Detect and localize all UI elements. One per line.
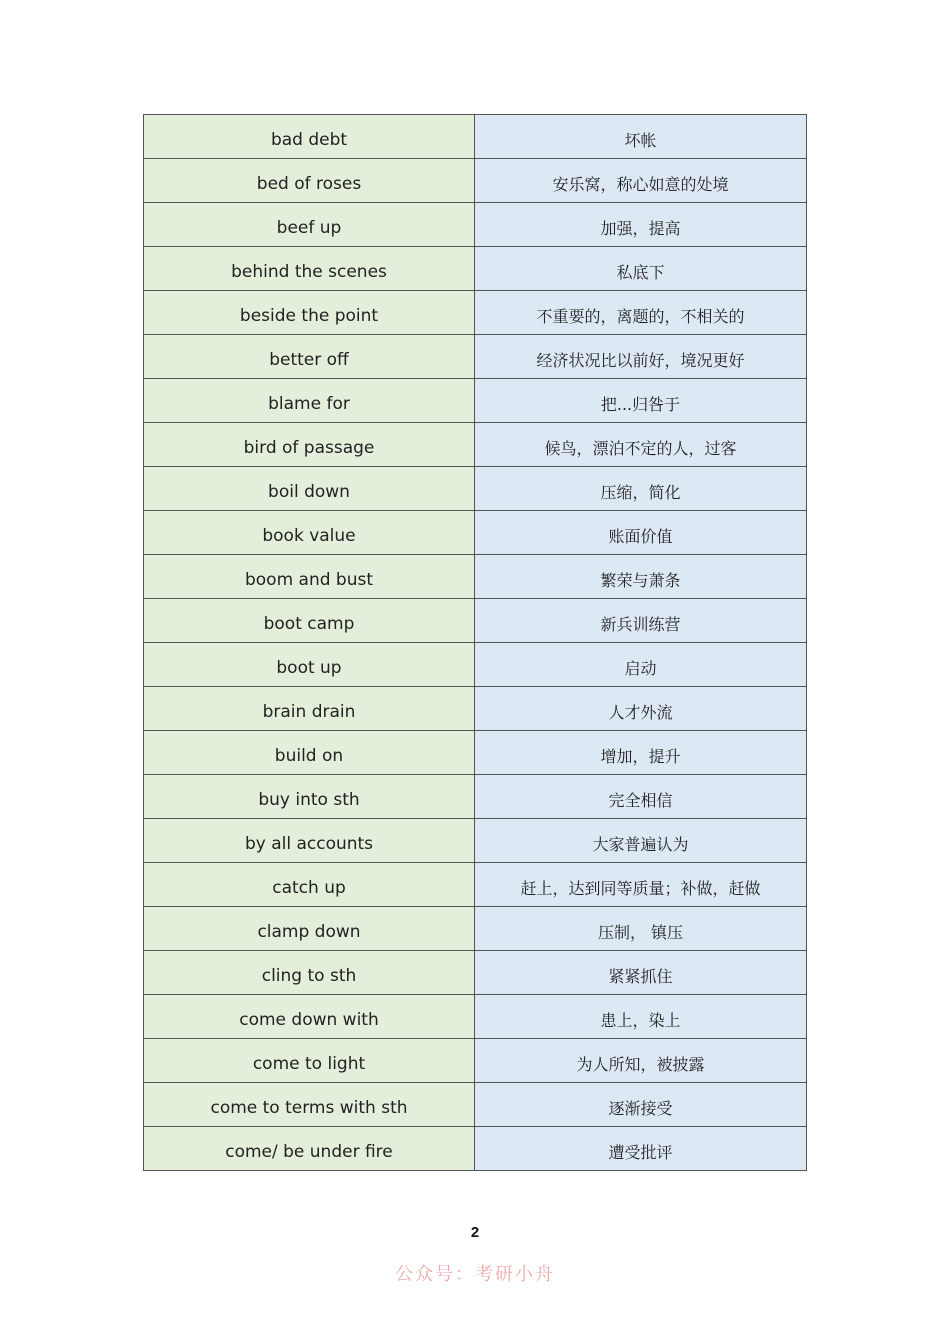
chinese-meaning: 新兵训练营 bbox=[475, 599, 807, 643]
chinese-meaning: 繁荣与萧条 bbox=[475, 555, 807, 599]
table-row bbox=[144, 731, 807, 775]
chinese-meaning: 增加，提升 bbox=[475, 731, 807, 775]
chinese-meaning: 遭受批评 bbox=[475, 1127, 807, 1171]
english-phrase: beef up bbox=[144, 203, 475, 247]
chinese-meaning: 坏帐 bbox=[475, 115, 807, 159]
english-phrase: better off bbox=[144, 335, 475, 379]
table-row bbox=[144, 819, 807, 863]
table-row bbox=[144, 511, 807, 555]
english-phrase: boil down bbox=[144, 467, 475, 511]
vocab-table bbox=[143, 114, 807, 1171]
chinese-meaning: 安乐窝，称心如意的处境 bbox=[475, 159, 807, 203]
chinese-meaning: 私底下 bbox=[475, 247, 807, 291]
english-phrase: bed of roses bbox=[144, 159, 475, 203]
english-phrase: clamp down bbox=[144, 907, 475, 951]
english-phrase: boot camp bbox=[144, 599, 475, 643]
table-row bbox=[144, 775, 807, 819]
chinese-meaning: 候鸟，漂泊不定的人，过客 bbox=[475, 423, 807, 467]
chinese-meaning: 不重要的，离题的，不相关的 bbox=[475, 291, 807, 335]
english-phrase: come/ be under fire bbox=[144, 1127, 475, 1171]
table-row bbox=[144, 115, 807, 159]
english-phrase: book value bbox=[144, 511, 475, 555]
table-row bbox=[144, 995, 807, 1039]
english-phrase: boot up bbox=[144, 643, 475, 687]
chinese-meaning: 压制， 镇压 bbox=[475, 907, 807, 951]
chinese-meaning: 为人所知，被披露 bbox=[475, 1039, 807, 1083]
footer-watermark: 公众号：考研小舟 bbox=[395, 1264, 555, 1285]
table-row bbox=[144, 291, 807, 335]
chinese-meaning: 逐渐接受 bbox=[475, 1083, 807, 1127]
chinese-meaning: 把...归咎于 bbox=[475, 379, 807, 423]
english-phrase: boom and bust bbox=[144, 555, 475, 599]
table-row bbox=[144, 159, 807, 203]
chinese-meaning: 压缩，简化 bbox=[475, 467, 807, 511]
vocab-table-body bbox=[144, 115, 807, 1171]
table-row bbox=[144, 1039, 807, 1083]
table-row bbox=[144, 379, 807, 423]
english-phrase: blame for bbox=[144, 379, 475, 423]
chinese-meaning: 患上，染上 bbox=[475, 995, 807, 1039]
table-row bbox=[144, 203, 807, 247]
english-phrase: cling to sth bbox=[144, 951, 475, 995]
chinese-meaning: 加强，提高 bbox=[475, 203, 807, 247]
chinese-meaning: 大家普遍认为 bbox=[475, 819, 807, 863]
english-phrase: build on bbox=[144, 731, 475, 775]
english-phrase: by all accounts bbox=[144, 819, 475, 863]
table-row bbox=[144, 951, 807, 995]
table-row bbox=[144, 643, 807, 687]
english-phrase: beside the point bbox=[144, 291, 475, 335]
english-phrase: come to terms with sth bbox=[144, 1083, 475, 1127]
english-phrase: buy into sth bbox=[144, 775, 475, 819]
english-phrase: behind the scenes bbox=[144, 247, 475, 291]
english-phrase: come to light bbox=[144, 1039, 475, 1083]
table-row bbox=[144, 907, 807, 951]
chinese-meaning: 完全相信 bbox=[475, 775, 807, 819]
english-phrase: catch up bbox=[144, 863, 475, 907]
page-number: 2 bbox=[470, 1224, 480, 1241]
table-row bbox=[144, 863, 807, 907]
chinese-meaning: 人才外流 bbox=[475, 687, 807, 731]
table-row bbox=[144, 335, 807, 379]
chinese-meaning: 启动 bbox=[475, 643, 807, 687]
table-row bbox=[144, 687, 807, 731]
chinese-meaning: 紧紧抓住 bbox=[475, 951, 807, 995]
table-row bbox=[144, 423, 807, 467]
table-row bbox=[144, 555, 807, 599]
english-phrase: brain drain bbox=[144, 687, 475, 731]
table-row bbox=[144, 1083, 807, 1127]
english-phrase: come down with bbox=[144, 995, 475, 1039]
table-row bbox=[144, 467, 807, 511]
english-phrase: bad debt bbox=[144, 115, 475, 159]
table-row bbox=[144, 599, 807, 643]
table-row bbox=[144, 247, 807, 291]
chinese-meaning: 账面价值 bbox=[475, 511, 807, 555]
chinese-meaning: 赶上，达到同等质量；补做，赶做 bbox=[475, 863, 807, 907]
chinese-meaning: 经济状况比以前好，境况更好 bbox=[475, 335, 807, 379]
table-row bbox=[144, 1127, 807, 1171]
english-phrase: bird of passage bbox=[144, 423, 475, 467]
